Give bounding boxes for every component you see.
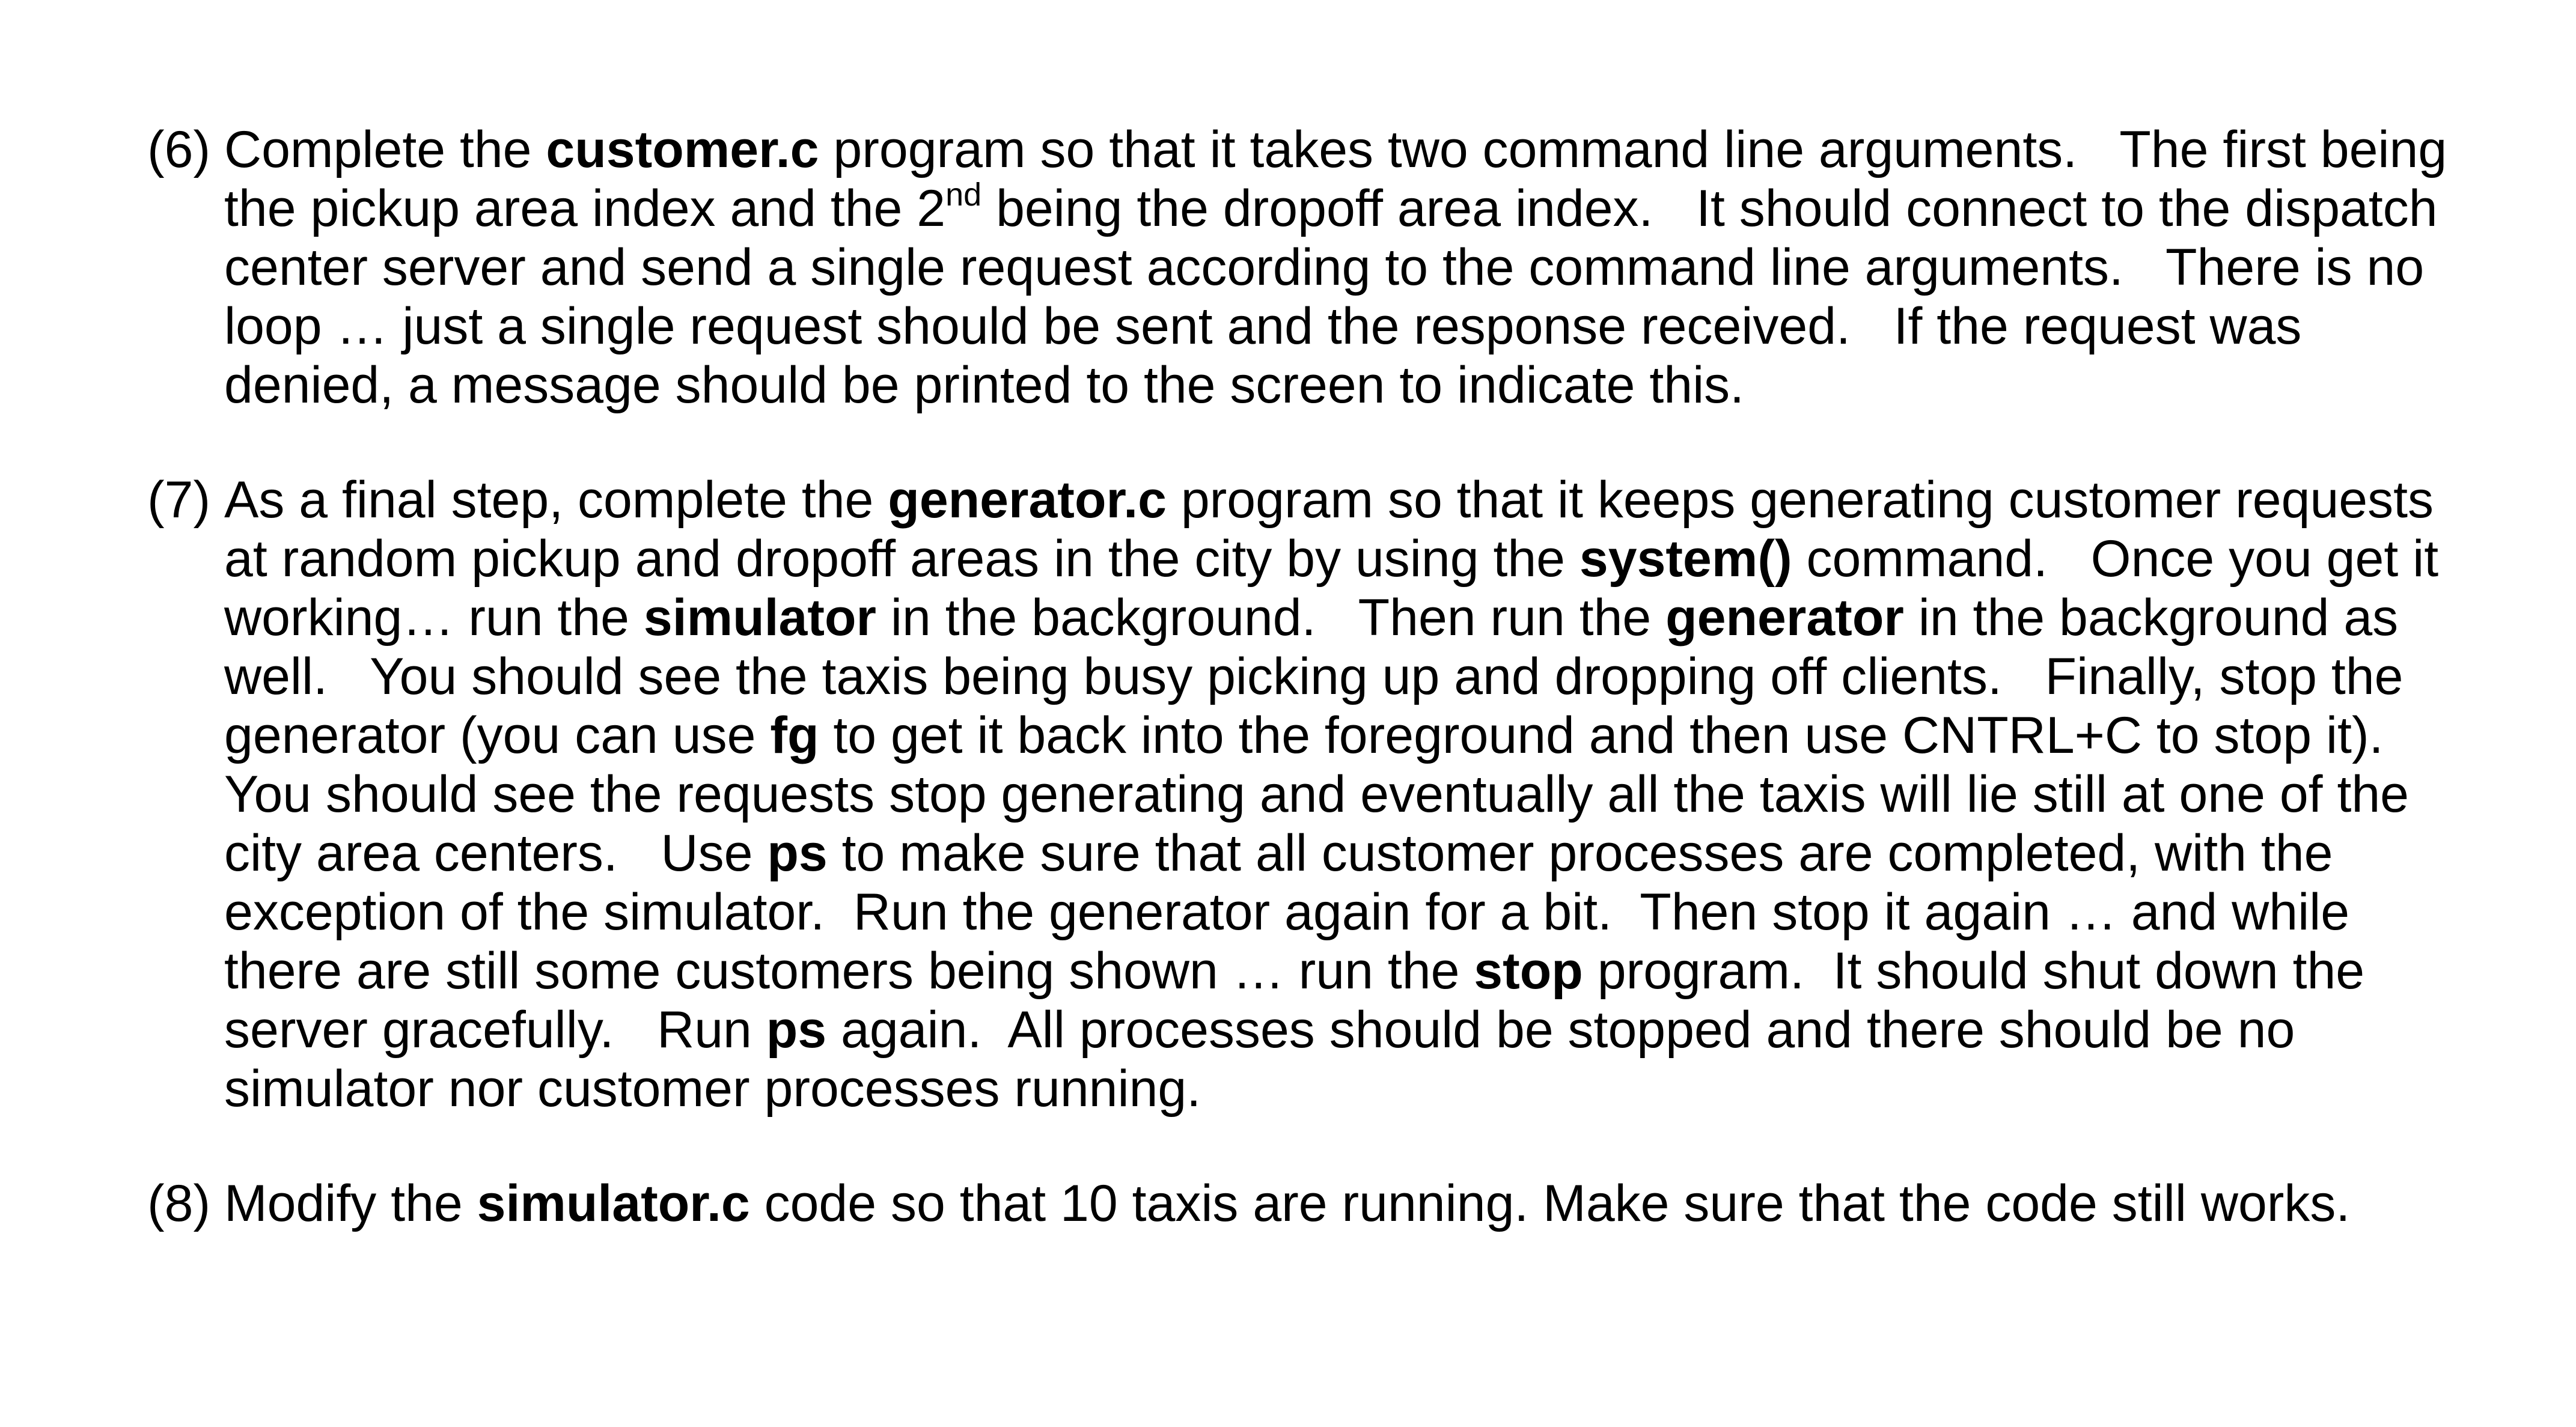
text-line [224, 706, 2384, 765]
text-line [224, 120, 2447, 179]
text-run: again. All processes should be stopped and there should be no [826, 1001, 2295, 1059]
bold-program-name: generator [1665, 589, 1904, 647]
bold-filename: simulator.c [477, 1175, 750, 1232]
text-run: the pickup area index and the 2 [224, 180, 946, 237]
text-line [224, 883, 2349, 942]
text-run: to get it back into the foreground and then use CNTRL+C to stop it). [819, 707, 2384, 764]
bold-program-name: simulator [643, 589, 876, 647]
text-run: well. You should see the taxis being busy picking up and dropping off clients. Finally, stop the [224, 648, 2404, 705]
text-run: city area centers. Use [224, 824, 768, 882]
bold-command: ps [766, 1001, 827, 1059]
text-run: generator (you can use [224, 707, 771, 764]
text-line [224, 765, 2409, 824]
bold-command: ps [767, 824, 828, 882]
text-run: in the background as [1903, 589, 2399, 647]
bold-command: fg [770, 707, 819, 764]
item-number: (6) [147, 121, 211, 178]
text-line [224, 1174, 2350, 1233]
text-run: working… run the [224, 589, 644, 647]
text-run: denied, a message should be printed to the screen to indicate this. [224, 356, 1745, 414]
text-line [224, 942, 2364, 1000]
text-run: code so that 10 taxis are running. Make sure that the code still works. [749, 1175, 2351, 1232]
text-line [224, 179, 2438, 238]
text-run: in the background. Then run the [876, 589, 1666, 647]
text-line [224, 238, 2424, 297]
text-line [224, 647, 2403, 706]
text-line [224, 588, 2398, 647]
text-run: center server and send a single request according to the command line arguments. There is no [224, 239, 2425, 296]
text-run: program so that it takes two command line arguments. The first being [819, 121, 2447, 178]
text-run: program. It should shut down the [1583, 942, 2365, 1000]
text-line [224, 470, 2434, 529]
text-run: there are still some customers being shown … run the [224, 942, 1474, 1000]
bold-command: system() [1579, 530, 1792, 588]
text-run: program so that it keeps generating customer requests [1166, 471, 2434, 529]
text-run: to make sure that all customer processes are completed, with the [827, 824, 2333, 882]
text-run: As a final step, complete the [224, 471, 888, 529]
item-number: (8) [147, 1175, 211, 1232]
text-run: Complete the [224, 121, 546, 178]
text-run: server gracefully. Run [224, 1001, 766, 1059]
text-run: simulator nor customer processes running. [224, 1060, 1201, 1118]
bold-program-name: stop [1474, 942, 1583, 1000]
text-line [224, 297, 2301, 356]
text-run: Modify the [224, 1175, 477, 1232]
ordinal-superscript: nd [945, 177, 982, 213]
text-line [224, 824, 2333, 883]
text-run: You should see the requests stop generating and eventually all the taxis will lie still at one of the [224, 765, 2410, 823]
text-run: command. Once you get it [1792, 530, 2439, 588]
text-line [224, 356, 1744, 415]
text-line [224, 529, 2438, 588]
text-line [224, 1059, 1201, 1118]
text-run: being the dropoff area index. It should connect to the dispatch [981, 180, 2438, 237]
bold-filename: customer.c [546, 121, 819, 178]
text-run: loop … just a single request should be sent and the response received. If the request was [224, 297, 2302, 355]
text-run: exception of the simulator. Run the generator again for a bit. Then stop it again … and while [224, 883, 2350, 941]
bold-filename: generator.c [888, 471, 1167, 529]
item-number: (7) [147, 471, 211, 529]
text-run: at random pickup and dropoff areas in the city by using the [224, 530, 1579, 588]
text-line [224, 1000, 2295, 1059]
